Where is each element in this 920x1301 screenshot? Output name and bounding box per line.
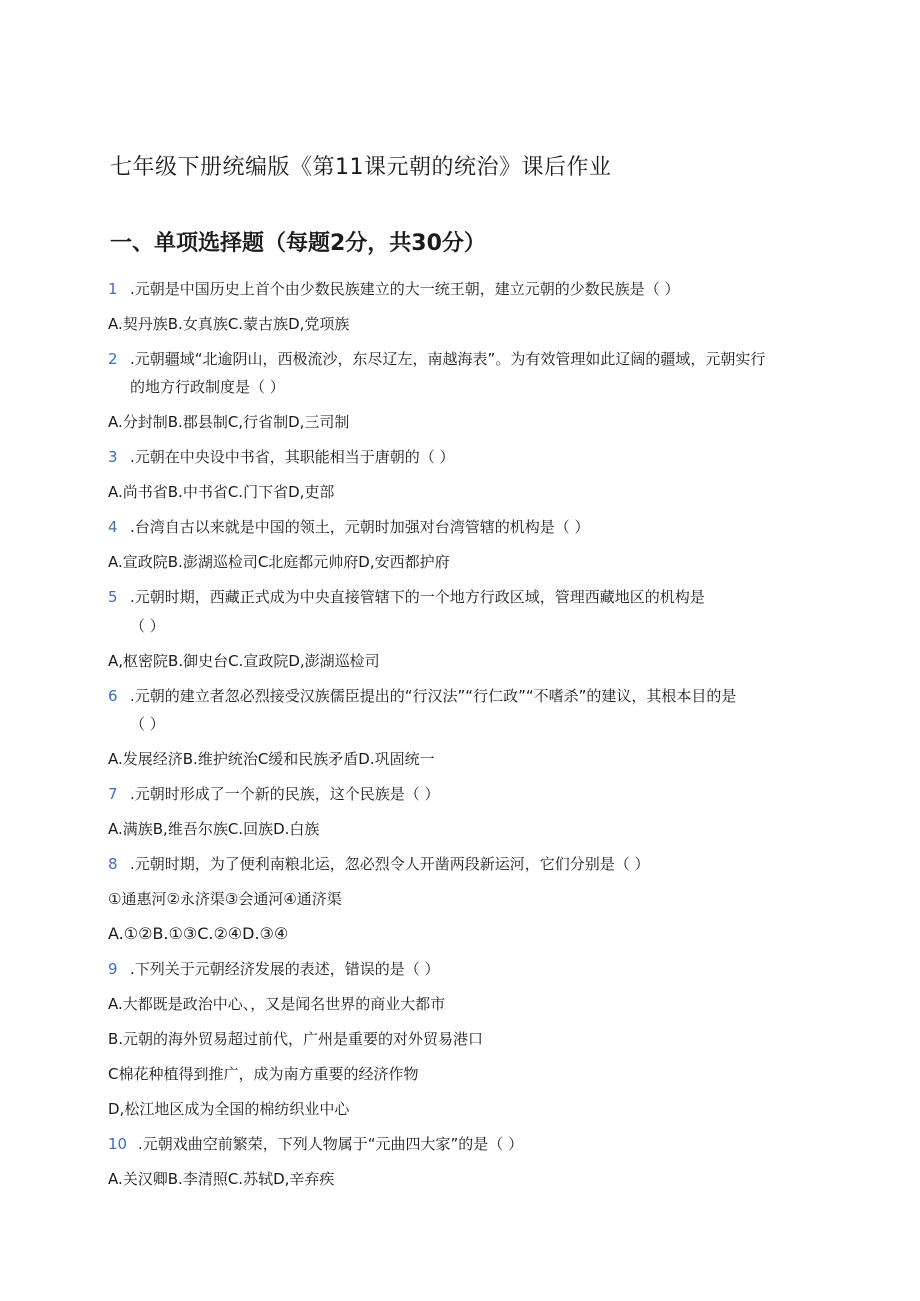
question-number: 4: [108, 518, 118, 536]
question-number: 3: [108, 448, 118, 466]
question-5-continuation: （ ）: [130, 617, 165, 635]
question-10-options: A.关汉卿B.李清照C.苏轼D,辛弃疾: [108, 1170, 335, 1188]
question-2-options: A.分封制B.郡县制C,行省制D,三司制: [108, 413, 350, 431]
question-6-options: A.发展经济B.维护统治C缓和民族矛盾D.巩固统一: [108, 750, 435, 768]
question-3: [108, 447, 455, 467]
question-4-options: A.宣政院B.澎湖巡检司C北庭都元帅府D,安西都护府: [108, 553, 450, 571]
question-number: 10: [108, 1135, 128, 1153]
question-9: [108, 959, 440, 979]
question-6-continuation: （ ）: [130, 715, 165, 733]
question-number: 2: [108, 350, 118, 368]
question-text: .元朝在中央设中书省，其职能相当于唐朝的（ ）: [130, 448, 455, 466]
question-number: 8: [108, 855, 118, 873]
question-1: [108, 279, 680, 299]
question-number: 5: [108, 588, 118, 606]
question-9-option-c: C棉花种植得到推广，成为南方重要的经济作物: [108, 1065, 419, 1083]
question-6: [108, 686, 736, 706]
question-1-options: A.契丹族B.女真族C.蒙古族D,党项族: [108, 315, 350, 333]
question-number: 7: [108, 785, 118, 803]
question-number: 1: [108, 280, 118, 298]
question-text: .下列关于元朝经济发展的表述，错误的是（ ）: [130, 960, 440, 978]
question-text: .元朝是中国历史上首个由少数民族建立的大一统王朝，建立元朝的少数民族是（ ）: [130, 280, 680, 298]
question-4: [108, 517, 590, 537]
question-text: .元朝时形成了一个新的民族，这个民族是（ ）: [130, 785, 440, 803]
document-title: 七年级下册统编版《第11课元朝的统治》课后作业: [110, 155, 612, 180]
question-7-options: A.满族B,维吾尔族C.回族D.白族: [108, 820, 320, 838]
question-5-options: A,枢密院B.御史台C.宣政院D,澎湖巡检司: [108, 652, 380, 670]
question-text: .元朝的建立者忽必烈接受汉族儒臣提出的“行汉法”“行仁政”“不嗜杀”的建议，其根本目的是: [130, 687, 737, 705]
question-5: [108, 587, 705, 607]
question-7: [108, 784, 440, 804]
question-2-continuation: 的地方行政制度是（ ）: [130, 378, 285, 396]
question-10: [108, 1134, 523, 1154]
question-2: [108, 349, 765, 369]
question-number: 6: [108, 687, 118, 705]
question-text: .元朝时期，西藏正式成为中央直接管辖下的一个地方行政区域，管理西藏地区的机构是: [130, 588, 705, 606]
question-number: 9: [108, 960, 118, 978]
question-3-options: A.尚书省B.中书省C.门下省D,吏部: [108, 483, 335, 501]
question-text: .元朝时期，为了便利南粮北运，忽必烈令人开凿两段新运河，它们分别是（ ）: [130, 855, 650, 873]
question-text: .元朝戏曲空前繁荣，下列人物属于“元曲四大家”的是（ ）: [138, 1135, 524, 1153]
question-text: .台湾自古以来就是中国的领土，元朝时加强对台湾管辖的机构是（ ）: [130, 518, 590, 536]
question-9-option-d: D,松江地区成为全国的棉纺织业中心: [108, 1100, 350, 1118]
section-title: 一、单项选择题（每题2分，共30分）: [110, 231, 486, 256]
question-8: [108, 854, 650, 874]
question-8-items: ①通惠河②永济渠③会通河④通济渠: [108, 890, 342, 908]
question-9-option-b: B.元朝的海外贸易超过前代，广州是重要的对外贸易港口: [108, 1030, 484, 1048]
question-9-option-a: A.大都既是政治中心、，又是闻名世界的商业大都市: [108, 995, 446, 1013]
question-text: .元朝疆域“北逾阴山，西极流沙，东尽辽左，南越海表”。为有效管理如此辽阔的疆域，元朝实行: [130, 350, 766, 368]
question-8-options: A.①②B.①③C.②④D.③④: [108, 924, 289, 943]
